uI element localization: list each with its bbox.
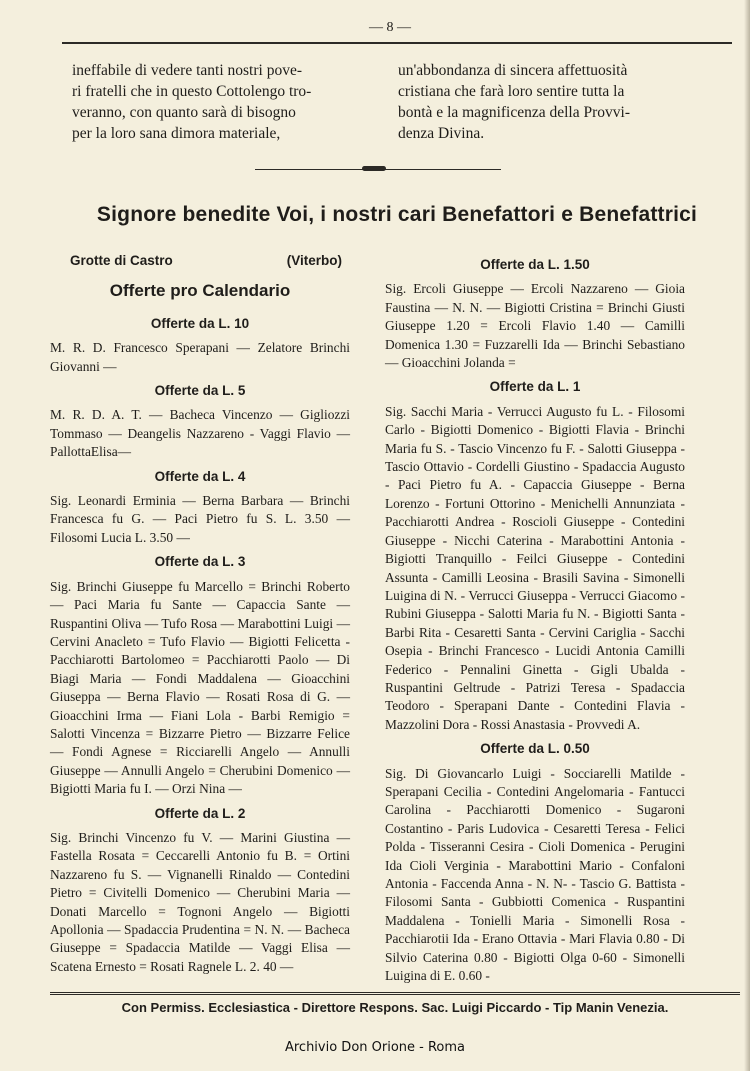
location-row	[70, 252, 342, 270]
offer-list: Sig. Leonardi Erminia — Berna Barbara — Brinchi Francesca fu G. — Paci Pietro fu S. L. 3.50 — Filosomi Lucia L. 3.50 —	[50, 493, 350, 545]
bottom-rule	[50, 992, 740, 995]
intro-text-right: un'abbondanza di sincera affettuosità cristiana che farà loro sentire tutta la bontà e la magnificenza della Provvi- denza Divina.	[398, 62, 630, 142]
offer-heading: Offerte da L. 1	[489, 379, 581, 395]
offer-list: M. R. D. Francesco Sperapani — Zelatore Brinchi Giovanni —	[50, 340, 350, 374]
main-heading: Signore benedite Voi, i nostri cari Benefattori e Benefattrici	[96, 203, 698, 226]
offer-list: Sig. Di Giovancarlo Luigi - Socciarelli Matilde - Sperapani Cecilia - Contedini Angelomaria - Fantucci Carolina - Pacchiarotti Domenico - Sugaroni Costantino - Paris Ludovica - Cesaretti Teresa - Felici Polda - Tisseranni Cesira - Cioli Domenica - Perugini Ida Cioli Verginia - Marabottini Mario - Confaloni Antonia - Faccenda Anna - N. N- - Tascio G. Battista - Filosomi Santa - Gubbiotti Comenica - Ruspantini Maddalena - Tonielli Maria - Simonelli Rosa - Pacchiarotii Ida - Erano Ottavia - Mari Flavia 0.80 - Di Silvio Caterina 0.80 - Bigiotti Olga 0-60 - Simonelli Luigina di E. 0.60 -	[385, 765, 685, 984]
offer-heading: Offerte da L. 2	[154, 805, 246, 821]
intro-text-left: ineffabile di vedere tanti nostri pove- ri fratelli che in questo Cottolengo tro- veranno, con quanto sarà di bisogno per la loro sana dimora materiale,	[72, 62, 312, 142]
imprint-footer: Con Permiss. Ecclesiastica - Direttore Respons. Sac. Luigi Piccardo - Tip Manin Venezia.	[121, 1000, 669, 1015]
location-province: (Viterbo)	[286, 253, 342, 268]
page-edge-shadow	[744, 0, 750, 1071]
archive-label: Archivio Don Orione - Roma	[284, 1040, 466, 1055]
offer-heading: Offerte da L. 3	[154, 554, 246, 570]
offer-list: Sig. Brinchi Giuseppe fu Marcello = Brinchi Roberto — Paci Maria fu Sante — Capaccia Sante — Ruspantini Oliva — Tufo Rosa — Marabottini Luigi — Cervini Anacleto = Tufo Flavio — Bigiotti Felicetta - Pacchiarotti Bartolomeo = Pacchiarotti Paolo — Di Biagi Maria — Fondi Maddalena — Gioacchini Giuseppa — Berna Flavio — Rosati Rosa di G. — Gioacchini Irma — Fiani Lola - Barbi Remigio = Salotti Vincenza = Bizzarre Pietro — Bizzarre Felice — Fondi Agnese = Ricciarelli Angelo — Annulli Giuseppe — Annulli Angelo = Cherubini Domenico — Bigiotti Maria fu I. — Orzi Nina —	[50, 578, 350, 797]
offer-heading: Offerte da L. 10	[150, 315, 250, 331]
offer-heading: Offerte da L. 4	[154, 468, 246, 484]
offer-list: Sig. Ercoli Giuseppe — Ercoli Nazzareno — Gioia Faustina — N. N. — Bigiotti Cristina = Brinchi Giusti Giuseppe 1.20 = Ercoli Flavio 1.40 — Camilli Domenica 1.30 = Fuzzarelli Ida — Brinchi Sebastiano — Gioacchini Jolanda =	[385, 281, 685, 371]
ornament-mark	[362, 166, 386, 171]
top-rule	[62, 42, 732, 44]
section-title: Offerte pro Calendario	[109, 281, 291, 301]
left-column	[50, 250, 350, 980]
location-town: Grotte di Castro	[70, 253, 173, 268]
offer-list: M. R. D. A. T. — Bacheca Vincenzo — Gigliozzi Tommaso — Deangelis Nazzareno - Vaggi Flavio — PallottaElisa—	[50, 407, 350, 460]
offer-heading: Offerte da L. 0.50	[480, 741, 590, 757]
page-number: — 8 —	[369, 20, 411, 35]
right-column	[385, 250, 685, 989]
offer-list: Sig. Brinchi Vincenzo fu V. — Marini Giustina — Fastella Rosata = Ceccarelli Antonio fu B. = Ortini Nazzareno fu S. — Vignanelli Rinaldo — Contedini Pietro = Civitelli Domenico — Cherubini Maria — Donati Marcello = Tognoni Angelo — Bigiotti Apollonia — Spadaccia Prudentina = N. N. — Bacheca Giuseppe = Spadaccia Matilde — Vaggi Elisa — Scatena Ernesto = Rosati Ragnele L. 2. 40 —	[50, 829, 350, 974]
offer-heading: Offerte da L. 5	[154, 383, 246, 399]
offer-list: Sig. Sacchi Maria - Verrucci Augusto fu L. - Filosomi Carlo - Bigiotti Domenico - Bigiotti Flavia - Brinchi Maria fu S. - Tascio Vincenzo fu F. - Salotti Giuseppa - Tascio Ottavio - Cordelli Giustino - Spadaccia Augusto - Paci Pietro fu A. - Capaccia Giuseppe - Berna Lorenzo - Fortuni Ottorino - Menichelli Annunziata - Pacchiarotti Andrea - Roscioli Giuseppe - Contedini Giuseppe - Nicchi Caterina - Marabottini Antonia - Bigiotti Tranquillo - Feilci Giuseppe - Contedini Assunta - Camilli Leosina - Brasili Savina - Simonelli Luigina di N. - Verrucci Giuseppa - Verrucci Giacomo - Rubini Giuseppa - Salotti Maria fu N. - Bigiotti Santa - Barbi Rita - Cesaretti Santa - Cervini Cariglia - Sacchi Osepia - Brinchi Francesco - Lucidi Antonia Camilli Federico - Pennalini Ginetta - Gigli Ubalda - Ruspantini Geltrude - Patrizi Teresa - Spadaccia Teodoro - Sperapani Dante - Contedini Flavia - Mazzolini Dora - Rossi Anastasia - Provvedi A.	[385, 403, 685, 732]
offer-heading: Offerte da L. 1.50	[480, 257, 590, 272]
